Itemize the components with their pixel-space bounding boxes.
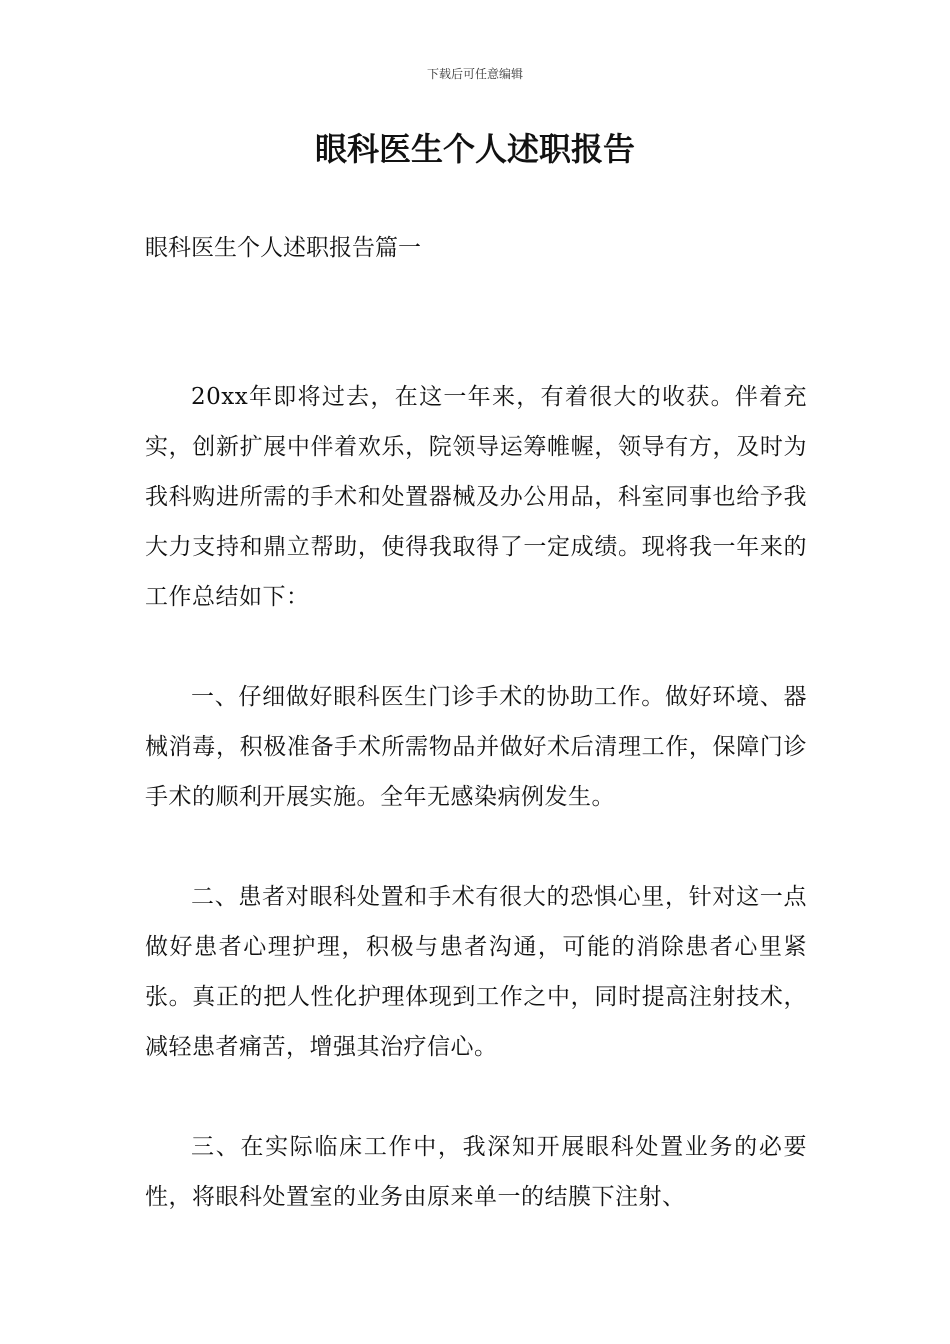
- paragraph-item-one: 一、仔细做好眼科医生门诊手术的协助工作。做好环境、器械消毒，积极准备手术所需物品并做好术后清理工作，保障门诊手术的顺利开展实施。全年无感染病例发生。: [145, 684, 807, 810]
- header-note: 下载后可任意编辑: [426, 67, 523, 81]
- paragraph-item-three: 三、在实际临床工作中，我深知开展眼科处置业务的必要性，将眼科处置室的业务由原来单一的结膜下注射、: [145, 1134, 807, 1210]
- paragraph-intro: 20xx年即将过去，在这一年来，有着很大的收获。伴着充实，创新扩展中伴着欢乐，院领导运筹帷幄，领导有方，及时为我科购进所需的手术和处置器械及办公用品，科室同事也给予我大力支持和鼎立帮助，使得我取得了一定成绩。现将我一年来的工作总结如下：: [145, 384, 807, 610]
- paragraph-item-two: 二、患者对眼科处置和手术有很大的恐惧心里，针对这一点做好患者心理护理，积极与患者沟通，可能的消除患者心里紧张。真正的把人性化护理体现到工作之中，同时提高注射技术，减轻患者痛苦，增强其治疗信心。: [145, 884, 807, 1060]
- section-heading: 眼科医生个人述职报告篇一: [145, 235, 421, 261]
- document-title: 眼科医生个人述职报告: [314, 130, 635, 168]
- document-body: [145, 372, 807, 1222]
